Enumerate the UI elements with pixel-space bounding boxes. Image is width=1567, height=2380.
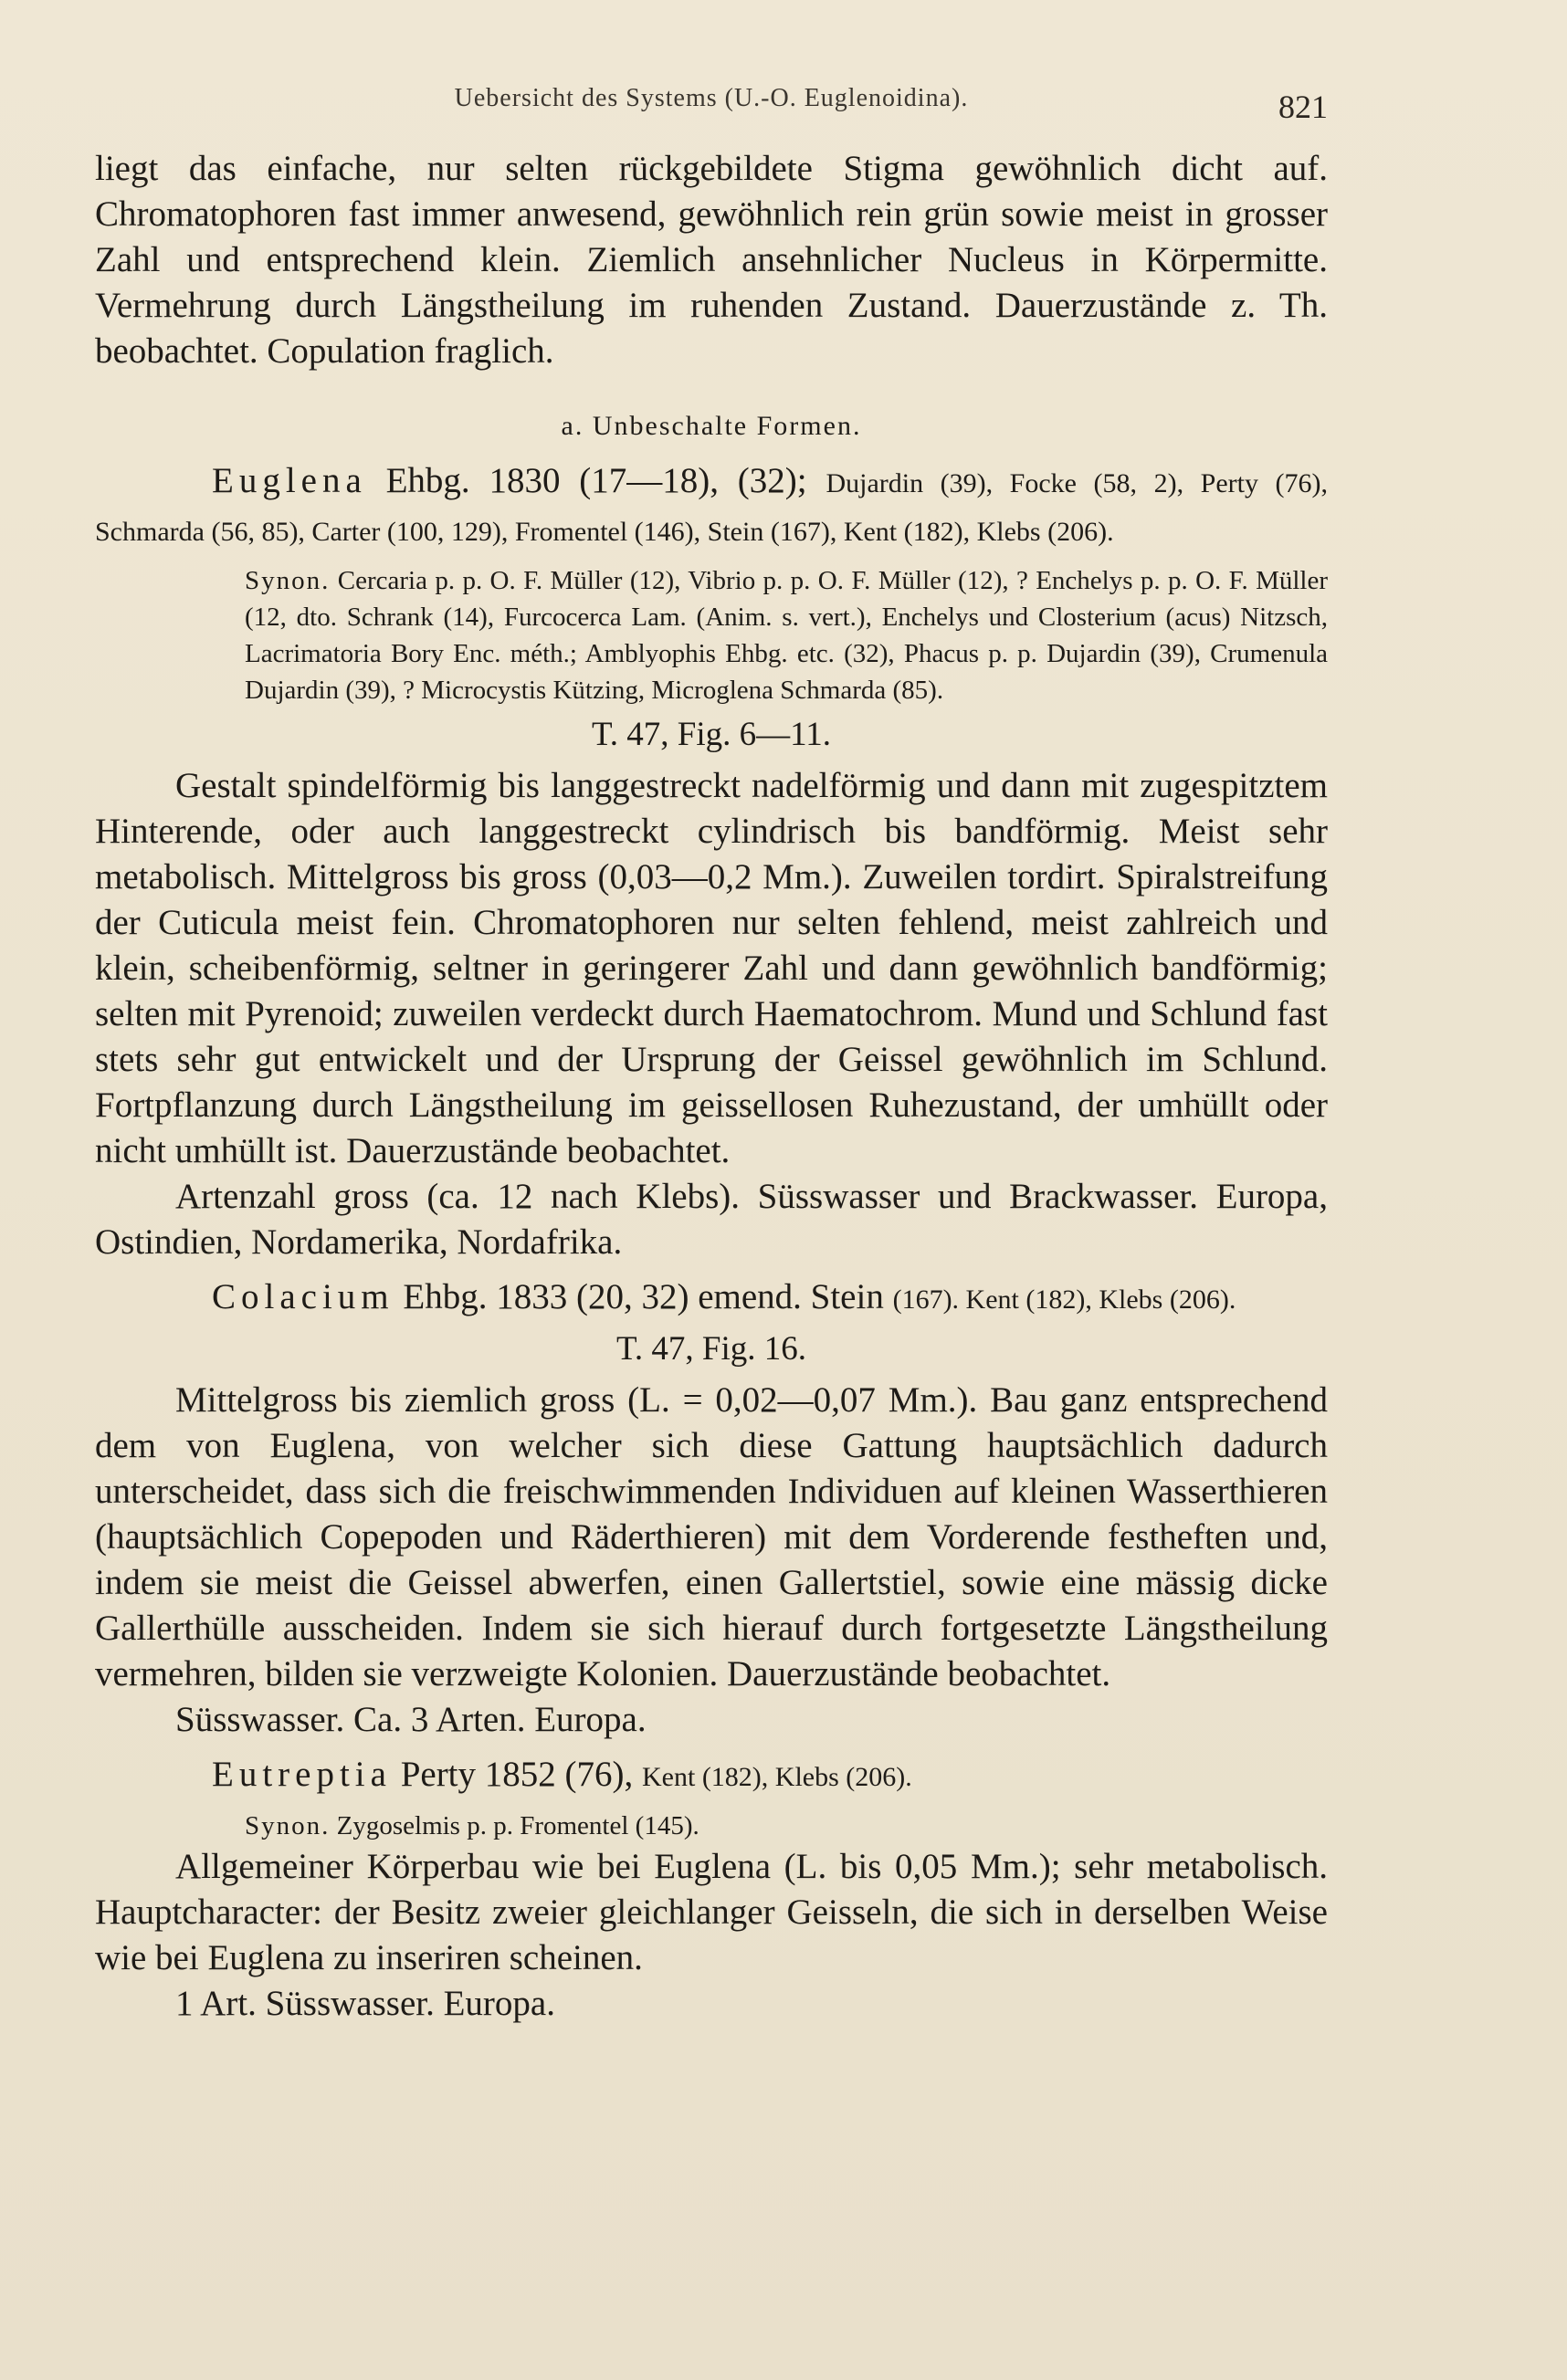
genus-name: Colacium — [212, 1277, 394, 1316]
synonyms-eutreptia — [245, 1808, 1328, 1844]
distribution-paragraph: Artenzahl gross (ca. 12 nach Klebs). Süsswasser und Brackwasser. Europa, Ostindien, Nordamerika, Nordafrika. — [95, 1177, 1328, 1262]
page-number: 821 — [1278, 89, 1328, 125]
description-paragraph: Allgemeiner Körperbau wie bei Euglena (L. bis 0,05 Mm.); sehr metabolisch. Hauptcharacter: der Besitz zweier gleichlanger Geisseln, die sich in derselben Weise wie bei Euglena zu inseriren scheinen. — [95, 1847, 1328, 1977]
synonym-label: Synon. — [245, 566, 331, 595]
genus-authority: Perty 1852 (76), — [400, 1755, 634, 1794]
genus-authority: Ehbg. 1833 (20, 32) emend. Stein — [403, 1277, 884, 1316]
genus-entry-euglena — [95, 458, 1328, 555]
distribution-paragraph: Süsswasser. Ca. 3 Arten. Europa. — [175, 1700, 647, 1739]
section-heading: a. Unbeschalte Formen. — [561, 411, 862, 441]
running-head: Uebersicht des Systems (U.-O. Euglenoidina). — [454, 84, 969, 112]
intro-paragraph: liegt das einfache, nur selten rückgebildete Stigma gewöhnlich dicht auf. Chromatophoren fast immer anwesend, gewöhnlich rein grün sowie meist in grosser Zahl und entsprechend klein. Ziemlich ansehnlicher Nucleus in Körpermitte. Vermehrung durch Längstheilung im ruhenden Zustand. Dauerzustände z. Th. beobachtet. Copulation fraglich. — [95, 149, 1328, 371]
description-paragraph: Mittelgross bis ziemlich gross (L. = 0,02—0,07 Mm.). Bau ganz entsprechend dem von Euglena, von welcher sich diese Gattung hauptsächlich dadurch unterscheidet, dass sich die freischwimmenden Individuen auf kleinen Wasserthieren (hauptsächlich Copepoden und Räderthieren) mit dem Vorderende festheften und, indem sie meist die Geissel abwerfen, einen Gallertstiel, sowie eine mässig dicke Gallerthülle ausscheiden. Indem sie sich hierauf durch fortgesetzte Längstheilung vermehren, bilden sie verzweigte Kolonien. Dauerzustände beobachtet. — [95, 1380, 1328, 1693]
genus-references: Kent (182), Klebs (206). — [642, 1762, 912, 1792]
genus-name: Euglena — [212, 461, 367, 500]
distribution-paragraph: 1 Art. Süsswasser. Europa. — [175, 1984, 555, 2023]
figure-reference: T. 47, Fig. 16. — [616, 1330, 806, 1368]
description-paragraph: Gestalt spindelförmig bis langgestreckt nadelförmig und dann mit zugespitztem Hinterende, oder auch langgestreckt cylindrisch bis bandförmig. Meist sehr metabolisch. Mittelgross bis gross (0,03—0,2 Mm.). Zuweilen tordirt. Spiralstreifung der Cuticula meist fein. Chromatophoren nur selten fehlend, meist zahlreich und klein, scheibenförmig, seltner in geringerer Zahl und dann gewöhnlich bandförmig; selten mit Pyrenoid; zuweilen verdeckt durch Haematochrom. Mund und Schlund fast stets sehr gut entwickelt und der Ursprung der Geissel gewöhnlich im Schlund. Fortpflanzung durch Längstheilung im geissellosen Ruhezustand, der umhüllt oder nicht umhüllt ist. Dauerzustände beobachtet. — [95, 766, 1328, 1170]
genus-entry-eutreptia — [95, 1752, 1328, 1800]
figure-reference: T. 47, Fig. 6—11. — [591, 716, 832, 753]
genus-authority: Ehbg. 1830 (17—18), (32); — [385, 461, 807, 500]
genus-references: Dujardin (39), Focke (58, 2), Perty (76), Schmarda (56, 85), Carter (100, 129), Fromentel (146), Stein (167), Kent (182), Klebs (206). — [95, 468, 1329, 547]
synonym-text: Zygoselmis p. p. Fromentel (145). — [336, 1811, 699, 1840]
genus-name: Eutreptia — [212, 1755, 392, 1794]
synonym-label: Synon. — [245, 1811, 331, 1840]
synonyms-euglena — [245, 562, 1328, 708]
genus-references: (167). Kent (182), Klebs (206). — [892, 1284, 1236, 1315]
page-body — [95, 146, 1328, 2027]
page-header — [95, 84, 1328, 130]
genus-entry-colacium — [95, 1274, 1328, 1323]
synonym-text: Cercaria p. p. O. F. Müller (12), Vibrio p. p. O. F. Müller (12), ? Enchelys p. p. O. F. Müller (12, dto. Schrank (14), Furcocerca Lam. (Anim. s. vert.), Enchelys und Closterium (acus) Nitzsch, Lacrimatoria Bory Enc. méth.; Amblyophis Ehbg. etc. (32), Phacus p. p. Dujardin (39), Crumenula Dujardin (39), ? Microcystis Kützing, Microglena Schmarda (85). — [245, 566, 1329, 705]
